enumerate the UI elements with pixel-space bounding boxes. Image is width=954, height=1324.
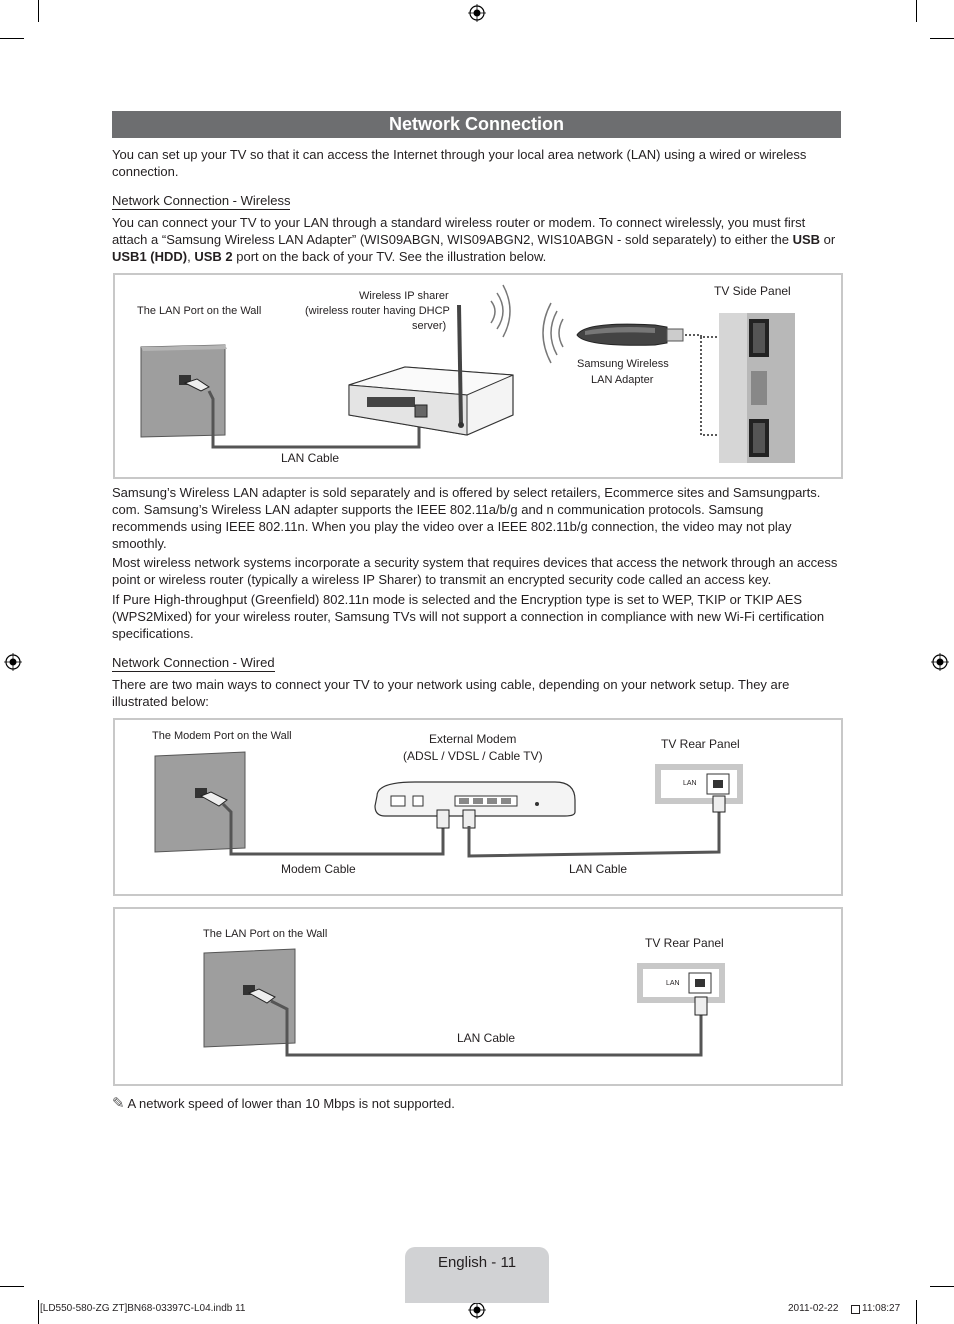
registration-mark-icon	[931, 653, 949, 671]
wired-diagram-modem	[113, 718, 843, 896]
wall-plate	[204, 949, 295, 1047]
registration-mark-icon	[468, 1301, 486, 1319]
lan-port-label: LAN	[683, 780, 697, 787]
or-text: or	[820, 232, 836, 247]
tv-rear-panel-label: TV Rear Panel	[661, 737, 740, 751]
page-title: Network Connection	[112, 111, 841, 138]
crop-mark	[0, 38, 24, 39]
lan-cable-label: LAN Cable	[281, 451, 340, 465]
registration-mark-icon	[4, 653, 22, 671]
wireless-note-3: If Pure High-throughput (Greenfield) 802.11n mode is selected and the Encryption type is set to WEP, TKIP or TKIP AES (WPS2Mixed) for your wireless router, Samsung TVs will not support a connection in compliance with new Wi-Fi certification specifications.	[112, 592, 825, 641]
crop-mark	[930, 1286, 954, 1287]
wired-diagram-lan	[113, 907, 843, 1086]
wireless-ip-sharer-label: Wireless IP sharer	[359, 290, 449, 302]
modem-types-label: (ADSL / VDSL / Cable TV)	[403, 749, 543, 763]
usb-label: USB	[792, 232, 821, 247]
lan-port-wall-label: The LAN Port on the Wall	[137, 305, 262, 317]
router-desc-label-2: server)	[412, 320, 447, 332]
usb2-label: USB 2	[194, 249, 233, 264]
modem-port-wall-label: The Modem Port on the Wall	[152, 730, 292, 742]
lan-cable-line	[271, 1001, 701, 1055]
crop-mark	[38, 0, 39, 22]
crop-mark	[930, 38, 954, 39]
wired-intro: There are two main ways to connect your TV to your network using cable, depending on your network setup. They are illustrated below:	[112, 677, 790, 709]
wireless-text-a: You can connect your TV to your LAN through a standard wireless router or modem. To connect wirelessly, you must first attach a “Samsung Wireless LAN Adapter” (WIS09ABGN, WIS09ABGN2, WIS10ABGN - sold separately) to either the	[112, 215, 806, 247]
registration-mark-icon	[468, 4, 486, 22]
lan-cable-label: LAN Cable	[457, 1031, 516, 1045]
modem-cable-label: Modem Cable	[281, 862, 356, 876]
wireless-text	[112, 214, 842, 265]
lan-port-wall-label: The LAN Port on the Wall	[203, 928, 328, 940]
wireless-diagram	[113, 273, 843, 479]
tv-side-panel-label: TV Side Panel	[714, 284, 791, 298]
tv-rear-panel-label: TV Rear Panel	[645, 936, 724, 950]
crop-mark	[916, 1300, 917, 1324]
lan-port-label: LAN	[666, 980, 680, 987]
crop-mark	[0, 1286, 24, 1287]
intro-text: You can set up your TV so that it can access the Internet through your local area network (LAN) using a wired or wireless connection.	[112, 147, 807, 179]
comma-text: ,	[187, 249, 195, 264]
print-time: 11:08:27	[862, 1303, 901, 1314]
tv-rear-panel-icon	[637, 963, 725, 1015]
modem-icon	[375, 782, 575, 828]
note-text: A network speed of lower than 10 Mbps is not supported.	[127, 1096, 455, 1111]
file-name: [LD550-580-ZG ZT]BN68-03397C-L04.indb 11	[40, 1303, 246, 1314]
usb1-label: USB1 (HDD)	[112, 249, 188, 264]
crop-mark	[916, 0, 917, 22]
tv-rear-panel-icon	[655, 764, 743, 812]
adapter-label-1: Samsung Wireless	[577, 358, 669, 370]
crop-mark	[38, 1300, 39, 1324]
external-modem-label: External Modem	[429, 732, 517, 746]
wireless-heading: Network Connection - Wireless	[112, 193, 291, 208]
wired-heading: Network Connection - Wired	[112, 655, 275, 670]
adapter-label-2: LAN Adapter	[591, 374, 654, 386]
wireless-text-b: port on the back of your TV. See the illustration below.	[232, 249, 547, 264]
usb-adapter-icon	[577, 324, 683, 345]
tv-side-panel-icon	[719, 313, 795, 463]
router-desc-label-1: (wireless router having DHCP	[305, 305, 450, 317]
note-line	[112, 1095, 455, 1112]
page-number-tab: English - 11	[405, 1247, 549, 1303]
lan-cable-label: LAN Cable	[569, 862, 628, 876]
note-pencil-icon: ✎	[112, 1095, 125, 1112]
print-date: 2011-02-22	[788, 1303, 839, 1314]
lan-cable-line	[469, 810, 719, 856]
wireless-note-1: Samsung’s Wireless LAN adapter is sold separately and is offered by select retailers, Ecommerce sites and Samsungparts. com. Samsung’s Wireless LAN adapter supports the IEEE 802.11a/b/g and n communication protocols. Samsung recommends using IEEE 802.11n. When you play the video over a IEEE 802.11b/g connection, the video may not play smoothly.	[112, 485, 821, 551]
wireless-note-2: Most wireless network systems incorporate a security system that requires devices that access the network through an access point or wireless router (typically a wireless IP Sharer) to transmit an encrypted security code called an access key.	[112, 555, 838, 587]
calendar-icon	[851, 1305, 860, 1314]
